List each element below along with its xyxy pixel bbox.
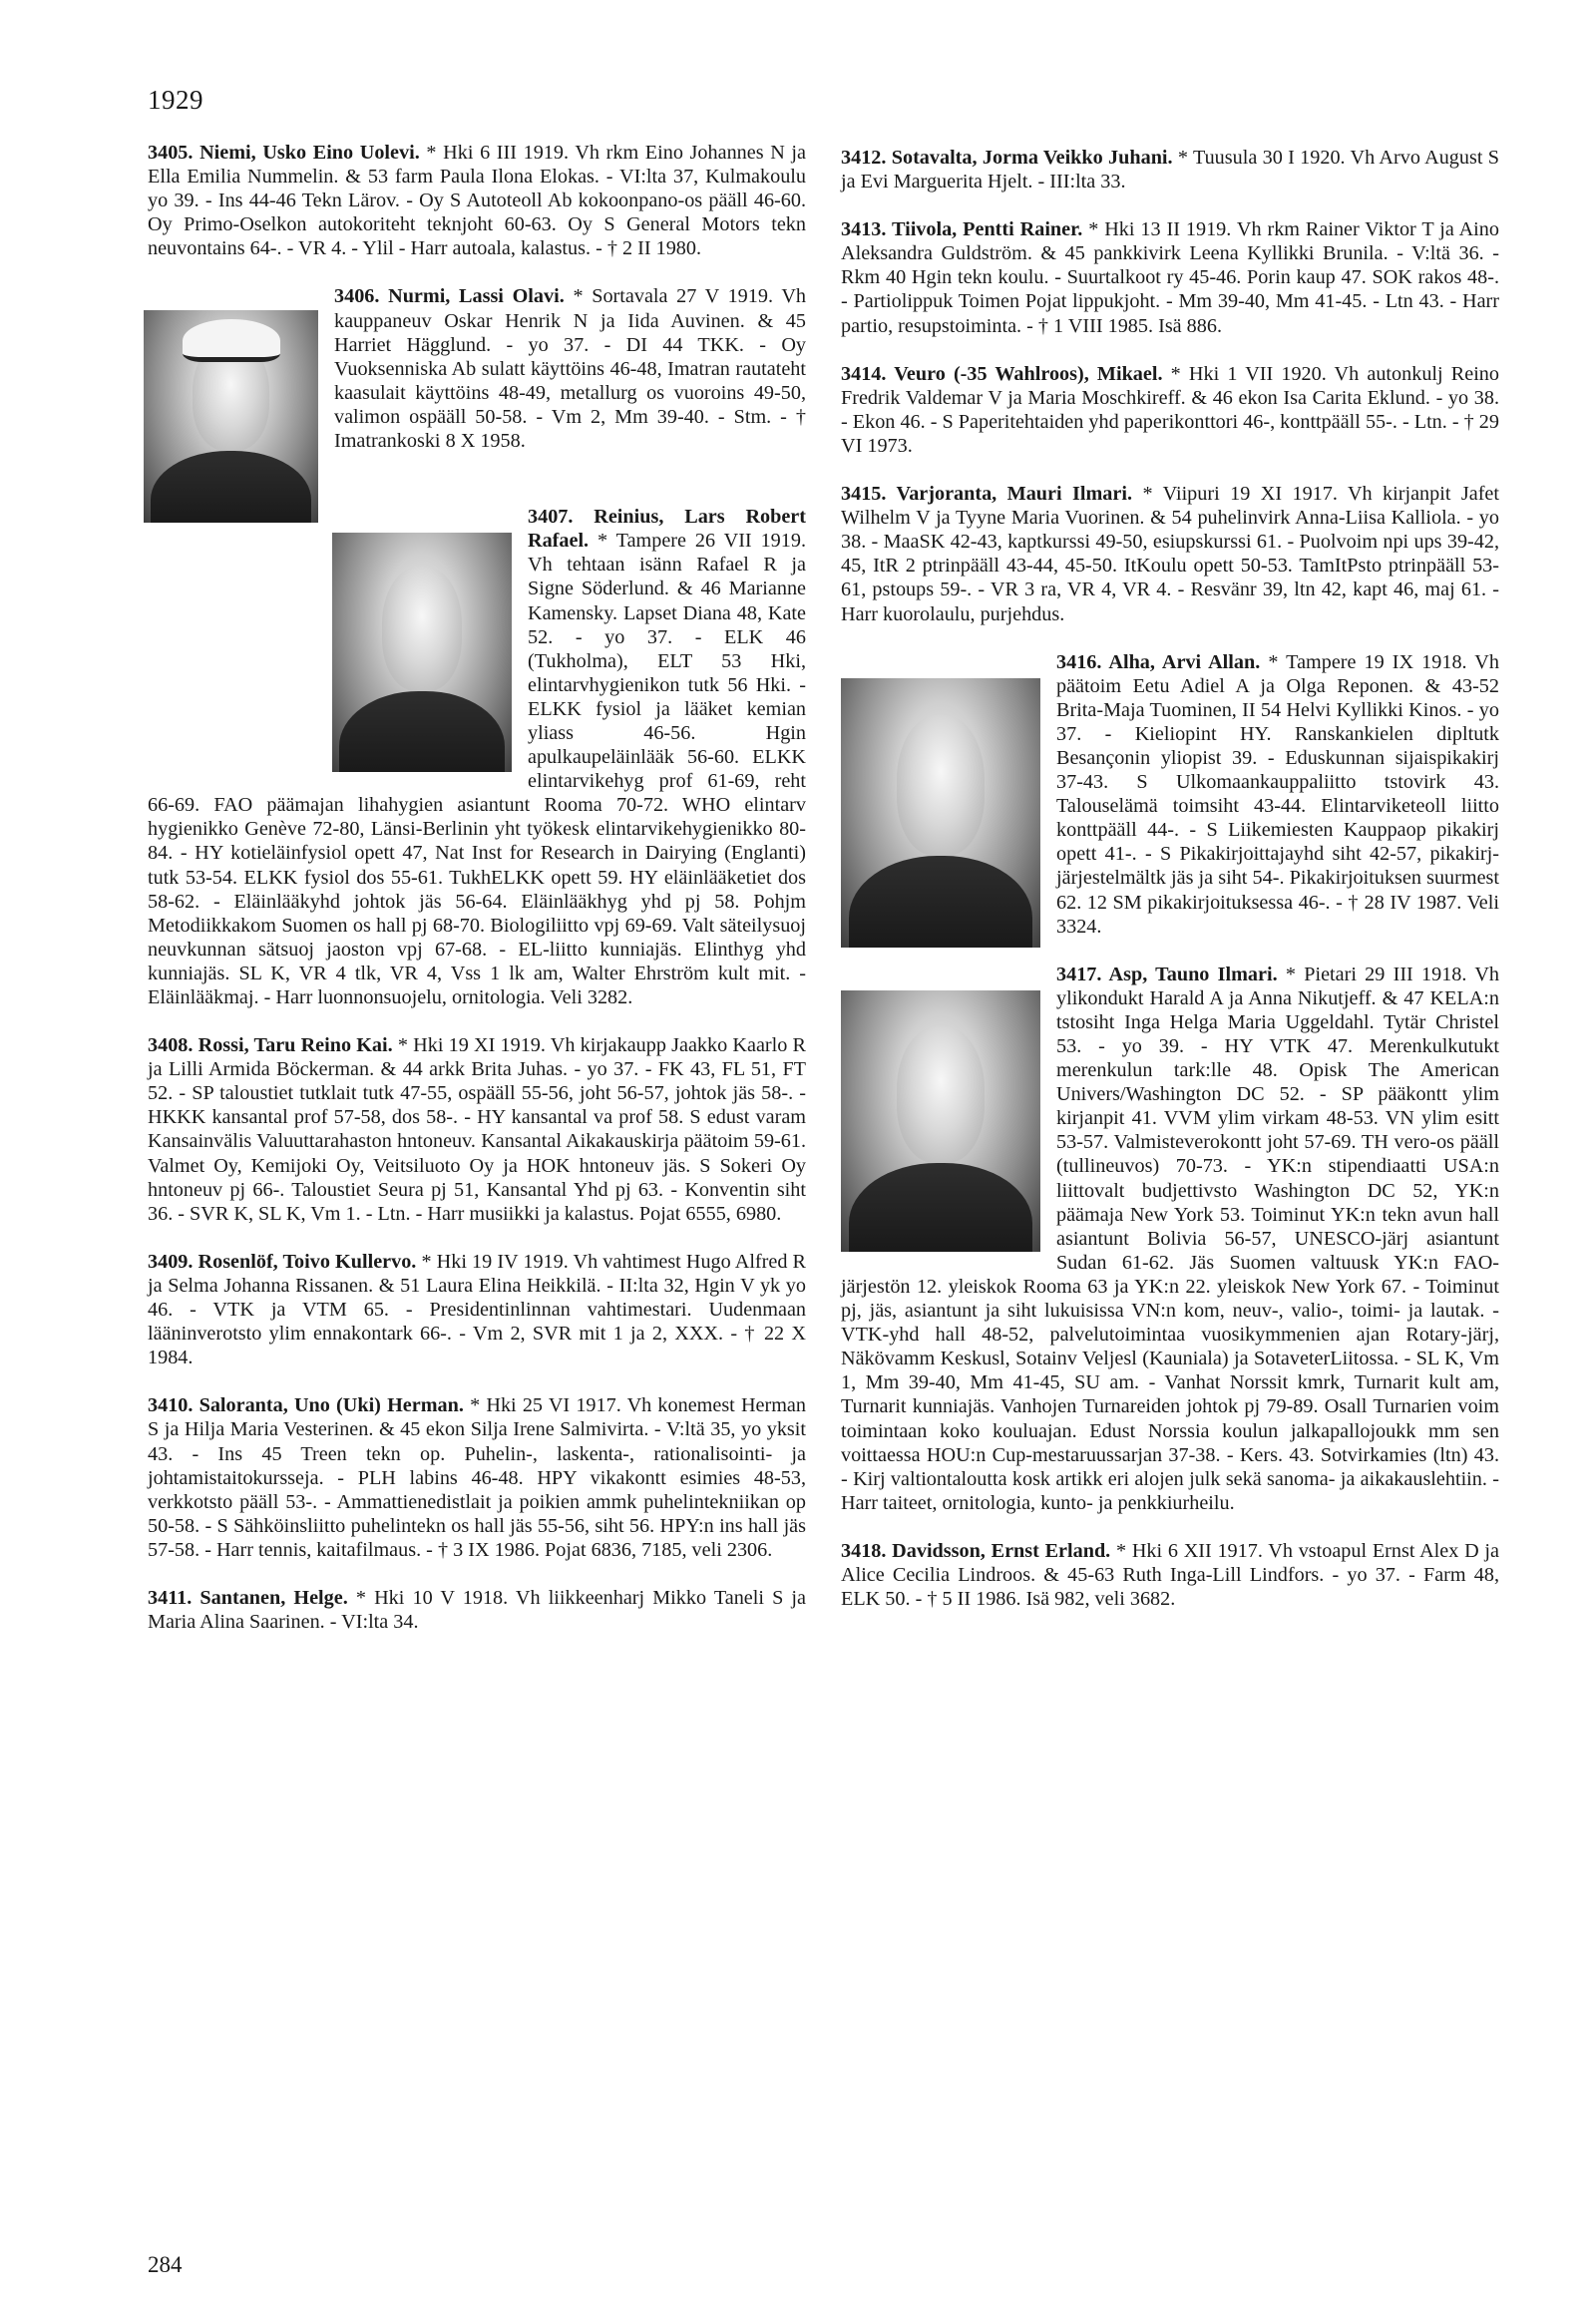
entry-3418 [841, 1539, 1499, 1611]
entry-name: 3417. Asp, Tauno Ilmari. [1056, 963, 1278, 985]
entry-name: 3405. Niemi, Usko Eino Uolevi. [148, 142, 420, 164]
portrait-lars-reinius [332, 533, 512, 772]
entry-name: 3407. Reinius, Lars Robert Rafael. [528, 506, 806, 553]
entry-name: 3409. Rosenlöf, Toivo Kullervo. [148, 1250, 417, 1273]
entry-3409 [148, 1250, 806, 1369]
page-number: 284 [148, 2252, 183, 2277]
entry-name: 3413. Tiivola, Pentti Rainer. [841, 218, 1083, 241]
entry-name: 3408. Rossi, Taru Reino Kai. [148, 1034, 393, 1057]
page-year: 1929 [148, 85, 203, 115]
entry-name: 3414. Veuro (-35 Wahlroos), Mikael. [841, 362, 1163, 385]
entry-3413 [841, 217, 1499, 337]
entry-3412 [841, 146, 1499, 194]
entry-name: 3411. Santanen, Helge. [148, 1586, 348, 1609]
entry-name: 3406. Nurmi, Lassi Olavi. [334, 285, 565, 308]
entry-3408 [148, 1033, 806, 1226]
entry-3416 [841, 650, 1499, 939]
entry-text: * Hki 6 XII 1917. Vh vstoapul Ernst Alex D ja Alice Cecilia Lindroos. & 45-63 Ruth Inga-Lill Lindfors. - yo 37. - Farm 48, ELK 50. - † 5 II 1986. Isä 982, veli 3682. [841, 1539, 1499, 1611]
entry-name: 3415. Varjoranta, Mauri Ilmari. [841, 483, 1133, 506]
portrait-arvi-alha [841, 678, 1040, 948]
entry-text: * Hki 10 V 1918. Vh liikkeenharj Mikko Taneli S ja Maria Alina Saarinen. - VI:lta 34. [148, 1586, 806, 1634]
entry-3410 [148, 1393, 806, 1562]
entry-text: * Hki 19 IV 1919. Vh vahtimest Hugo Alfred R ja Selma Johanna Rissanen. & 51 Laura Elina Heikkilä. - II:lta 32, Hgin V yk yo 46. - VTK ja VTM 65. - Presidentinlinnan vahtimestari. Uudenmaan lääninverotsto ylim ennakontark 66-. - Vm 2, SVR mit 1 ja 2, XXX. - † 22 X 1984. [148, 1250, 806, 1369]
entry-name: 3418. Davidsson, Ernst Erland. [841, 1539, 1111, 1562]
entry-text: * Hki 1 VII 1920. Vh autonkulj Reino Fredrik Valdemar V ja Maria Moschkireff. & 46 ekon Isa Carita Eklund. - yo 38. - Ekon 46. - S Paperitehtaiden yhd paperikonttori 46-, konttpääll 55-. - Ltn. - † 29 VI 1973. [841, 362, 1499, 457]
entry-text: * Tampere 26 VII 1919. Vh tehtaan isänn Rafael R ja Signe Söderlund. & 46 Marianne Kamensky. Lapset Diana 48, Kate 52. - yo 37. - ELK 46 (Tukholma), ELT 53 Hki, elintarvhygienikon tutk 56 Hki. - ELKK fysiol ja lääket kemian yliass 46-56. Hgin apulkaupeläinlääk 56-60. ELKK elintarvikehyg prof 61-69, reht 66-69. FAO päämajan lihahygien asiantunt Rooma 70-72. WHO elintarv hygienikko Genève 72-80, Länsi-Berlinin yht työkesk elintarvikehygienikko 80-84. - HY kotieläinfysiol opett 47, Nat Inst for Research in Dairying (Englanti) tutk 53-54. ELKK fysiol dos 55-61. TukhELKK opett 59. HY eläinlääketiet dos 58-62. - Eläinlääkyhd johtok jäs 56-64. Eläinlääkhyg yhd pj 58. Pohjm Metodiikkakom Suomen os hall pj 68-70. Biologiliitto vpj 69-69. Valt säteilysuoj neuvkunnan sätsuoj jaoston vpj 67-68. - EL-liitto kunniajäs. Elinthyg yhd kunniajäs. SL K, VR 4 tlk, VR 4, Vss 1 lk am, Walter Ehrström kult mit. - Eläinlääkmaj. - Harr luonnonsuojelu, ornitologia. Veli 3282. [148, 530, 806, 1008]
entry-3406 [148, 284, 806, 453]
entry-text: * Hki 13 II 1919. Vh rkm Rainer Viktor T ja Aino Aleksandra Guldström. & 45 pankkivirk Leena Kyllikki Brunila. - V:ltä 36. - Rkm 40 Hgin tekn koulu. - Suurtalkoot ry 45-46. Porin kaup 47. SOK rakos 48-. - Partiolippuk Toimen Pojat lippukjoht. - Mm 39-40, Mm 41-45. - Ltn 43. - Harr partio, resupstoiminta. - † 1 VIII 1985. Isä 886. [841, 218, 1499, 337]
entry-name: 3412. Sotavalta, Jorma Veikko Juhani. [841, 147, 1173, 169]
entry-text: * Sortavala 27 V 1919. Vh kauppaneuv Oskar Henrik N ja Iida Auvinen. & 45 Harriet Hägglund. - yo 37. - DI 44 TKK. - Oy Vuoksenniska Ab sulatt käyttöins 46-48, Imatran rautateht kaasulait käyttöins 48-49, metallurg os vuoroins 49-50, valimon ospääll 50-58. - Vm 2, Mm 39-40. - Stm. - † Imatrankoski 8 X 1958. [334, 285, 806, 453]
entry-text: * Hki 25 VI 1917. Vh konemest Herman S ja Hilja Maria Vesterinen. & 45 ekon Silja Irene Salmivirta. - V:ltä 35, yo yksit 43. - Ins 45 Treen tekn op. Puhelin-, laskenta-, rationalisointi- ja johtamistaitokursseja. - PLH labins 46-48. HPY vikakontt esimies 48-53, verkkotsto pääll 53-. - Ammattienedistlait ja poikien ammk puhelintekniikan op 50-58. - S Sähköinsliitto puhelintekn os hall jäs 55-56, siht 56. HPY:n ins hall jäs 57-58. - Harr tennis, kaitafilmaus. - † 3 IX 1986. Pojat 6836, 7185, veli 2306. [148, 1394, 806, 1561]
entry-text: * Pietari 29 III 1918. Vh ylikondukt Harald A ja Anna Nikutjeff. & 47 KELA:n tstosiht Inga Helga Maria Uggeldahl. Tytär Christel 53. - yo 39. - HY VTK 47. Merenkulkutukt merenkulun tark:lle 48. Opisk The American Univers/Washington DC 52. - SP pääkontt ylim kirjanpit 41. VVM ylim virkam 48-53. VN ylim esitt 53-57. Valmisteverokontt joht 57-69. TH vero-os pääll (tullineuvos) 70-73. - YK:n stipendiaatti USA:n liittovalt budjettivsto Washington DC 52, YK:n päämaja New York 53. Toiminut YK:n tekn avun hall asiantunt Bolivia 56-57, UNESCO-järj asiantunt Sudan 61-62. Jäs Suomen valtuusk YK:n FAO-järjestön 12. yleiskok Rooma 63 ja YK:n 22. yleiskok New York 67. - Toiminut pj, jäs, asiantunt ja siht lukuisissa VN:n kom, neuv-, valio-, toimi- ja lautak. - VTK-yhd hall 48-52, palvelutoimintaa vuosikymmenien ajan Rotary-järj, Näkövamm Keskusl, Sotainv Veljesl (Kauniala) ja SotaveterLiitossa. - SL K, Vm 1, Mm 39-40, Mm 41-45, SU am. - Vanhat Norssit kmrk, Turnarit kult am, Turnarit kunniajäs. Vanhojen Turnareiden johtok pj 79-89. Osall Turnarien voim toimintaan koko kouluajan. Edust Norssia koulun jalkapallojoukk mm sen voittaessa HOU:n Cup-mestaruussarjan 37-38. - Kers. 43. Sotvirkamies (ltn) 43. - Kirj valtiontaloutta kosk artikk eri alojen julk sekä sanoma- ja aikakauslehtiin. - Harr taiteet, ornitologia, kunto- ja penkkiurheilu. [841, 963, 1499, 1514]
entry-text: * Viipuri 19 XI 1917. Vh kirjanpit Jafet Wilhelm V ja Tyyne Maria Vuorinen. & 54 puhelinvirk Anna-Liisa Kalliola. - yo 38. - MaaSK 42-43, kaptkurssi 49-50, esiupskurssi 61. - Puolvoim npi ups 39-42, 45, ItR 2 ptrinpääll 43-44, 45-50. ItKoulu opett 50-53. TamItPsto ptrinpääll 53-61, pstoups 59-. - VR 3 ra, VR 4, VR 4. - Resvänr 39, ltn 42, kapt 46, maj 61. - Harr kuorolaulu, purjehdus. [841, 483, 1499, 625]
entry-name: 3416. Alha, Arvi Allan. [1056, 650, 1261, 673]
entry-text: * Hki 19 XI 1919. Vh kirjakaupp Jaakko Kaarlo R ja Lilli Armida Böckerman. & 44 arkk Brita Juhas. - yo 37. - FK 43, FL 51, FT 52. - SP taloustiet tutklait tutk 47-55, ospääll 55-56, joht 56-57, johtok jäs 58-. - HKKK kansantal prof 57-58, dos 58-. - HY kansantal va prof 58. S edust varam Kansainvälis Valuuttarahaston hntoneuv. Kansantal Aikakauskirja päätoim 59-61. Valmet Oy, Kemijoki Oy, Veitsiluoto Oy ja HOK hntoneuv jäs. S Sokeri Oy hntoneuv pj 66-. Taloustiet Seura pj 51, Kansantal Yhd pj 63. - Konventin siht 36. - SVR K, SL K, Vm 1. - Ltn. - Harr musiikki ja kalastus. Pojat 6555, 6980. [148, 1034, 806, 1225]
entry-name: 3410. Saloranta, Uno (Uki) Herman. [148, 1394, 464, 1417]
entry-3414 [841, 362, 1499, 458]
entry-3417 [841, 963, 1499, 1515]
portrait-lassi-nurmi [144, 310, 318, 523]
entry-3405 [148, 141, 806, 260]
right-column [841, 146, 1499, 1611]
portrait-tauno-asp [841, 990, 1040, 1252]
entry-text: * Tampere 19 IX 1918. Vh päätoim Eetu Adiel A ja Olga Reponen. & 43-52 Brita-Maja Tuominen, II 54 Helvi Kyllikki Kinos. - yo 37. - Kieliopint HY. Ranskankielen dipltutk Besançonin yliopist 39. - Eduskunnan sijaispikakirj 37-43. S Ulkomaankauppaliitto tstovirk 43. Talouselämä toimsiht 43-44. Elintarviketeoll liitto konttpääll 44-. - S Liikemiesten Kauppaop pikakirj opett 41-. - S Pikakirjoittajayhd siht 42-57, pikakirj-järjestelmältk jäs ja siht 54-. Pikakirjoituksen suurmest 62. 12 SM pikakirjoituksessa 46-. - † 28 IV 1987. Veli 3324. [1056, 650, 1499, 938]
entry-text: * Tuusula 30 I 1920. Vh Arvo August S ja Evi Marguerita Hjelt. - III:lta 33. [841, 147, 1499, 194]
entry-3407 [148, 505, 806, 1009]
entry-3415 [841, 482, 1499, 626]
entry-3411 [148, 1586, 806, 1634]
entry-text: * Hki 6 III 1919. Vh rkm Eino Johannes N ja Ella Emilia Nummelin. & 53 farm Paula Ilona Elokas. - VI:lta 37, Kulmakoulu yo 39. - Ins 44-46 Tekn Lärov. - Oy S Autoteoll Ab kokoonpano-os pääll 46-60. Oy Primo-Oselkon autokoriteht teknjoht 60-63. Oy S General Motors tekn neuvontains 64-. - VR 4. - Ylil - Harr autoala, kalastus. - † 2 II 1980. [148, 142, 807, 260]
left-column [148, 141, 806, 1634]
